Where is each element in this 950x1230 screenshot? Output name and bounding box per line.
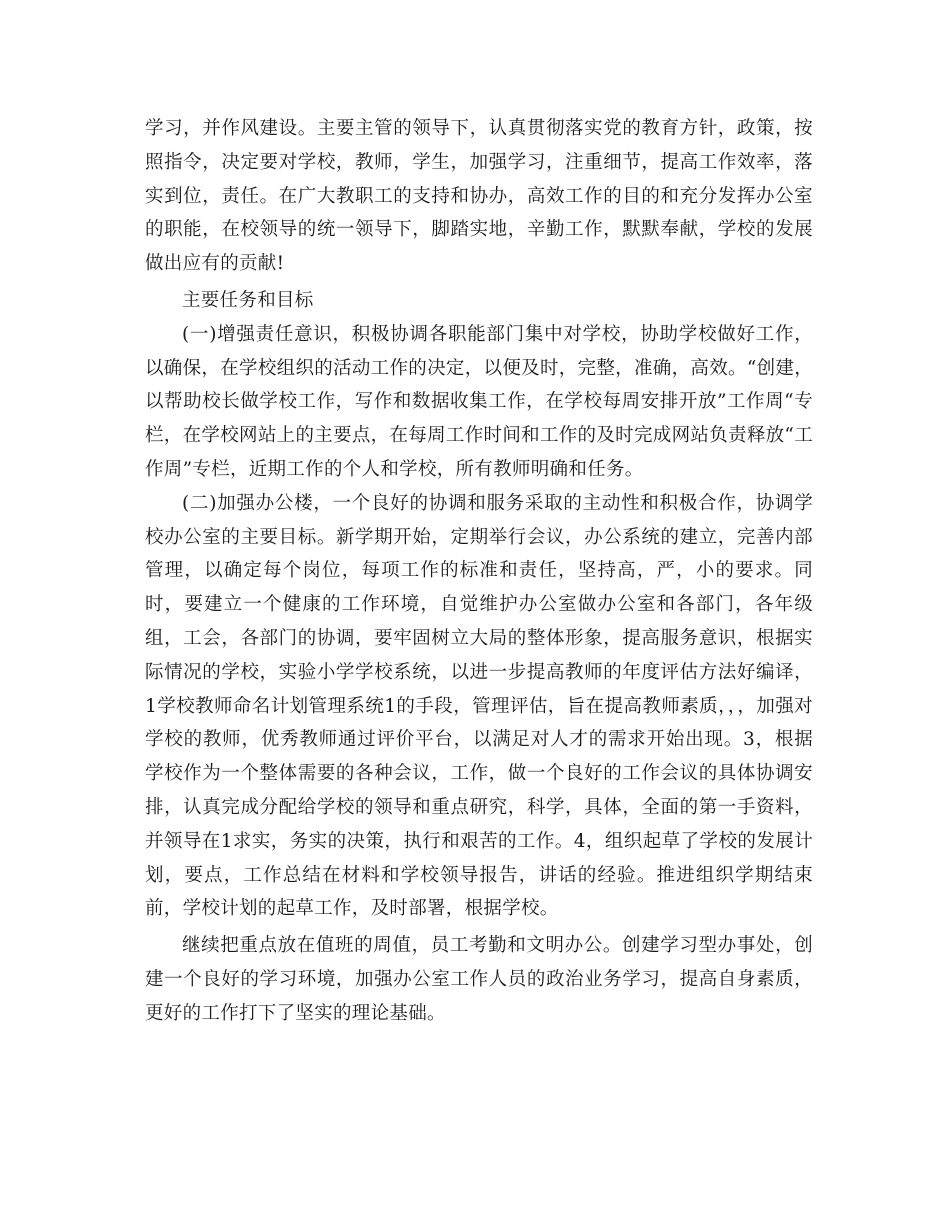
paragraph-intro-continuation: 学习，并作风建设。主要主管的领导下，认真贯彻落实党的教育方针，政策，按照指令，决定要对学校，教师，学生，加强学习，注重细节，提高工作效率，落实到位，责任。在广大教职工的支持和协办，高效工作的目的和充分发挥办公室的职能，在校领导的统一领导下，脚踏实地，辛勤工作，默默奉献，学校的发展做出应有的贡献!	[145, 118, 813, 275]
paragraph-item-two: (二)加强办公楼，一个良好的协调和服务采取的主动性和积极合作，协调学校办公室的主要目标。新学期开始，定期举行会议，办公系统的建立，完善内部管理，以确定每个岗位，每项工作的标准和责任，坚持高，严，小的要求。同时，要建立一个健康的工作环境，自觉维护办公室做办公室和各部门，各年级组，工会，各部门的协调，要牢固树立大局的整体形象，提高服务意识，根据实际情况的学校，实验小学学校系统，以进一步提高教师的年度评估方法好编译，1学校教师命名计划管理系统1的手段，管理评估，旨在提高教师素质，，，加强对学校的教师，优秀教师通过评价平台，以满足对人才的需求开始出现。3，根据学校作为一个整体需要的各种会议，工作，做一个良好的工作会议的具体协调安排，认真完成分配给学校的领导和重点研究，科学，具体，全面的第一手资料，并领导在1求实，务实的决策，执行和艰苦的工作。4，组织起草了学校的发展计划，要点，工作总结在材料和学校领导报告，讲话的经验。推进组织学期结束前，学校计划的起草工作，及时部署，根据学校。	[145, 492, 813, 920]
paragraph-item-one: (一)增强责任意识，积极协调各职能部门集中对学校，协助学校做好工作，以确保，在学校组织的活动工作的决定，以便及时，完整，准确，高效。“创建，以帮助校长做学校工作，写作和数据收集工作，在学校每周安排开放”工作周“专栏，在学校网站上的主要点，在每周工作时间和工作的及时完成网站负责释放“工作周”专栏，近期工作的个人和学校，所有教师明确和任务。	[145, 323, 813, 480]
paragraph-duty-and-attendance: 继续把重点放在值班的周值，员工考勤和文明办公。创建学习型办事处，创建一个良好的学习环境，加强办公室工作人员的政治业务学习，提高自身素质，更好的工作打下了坚实的理论基础。	[145, 935, 813, 1024]
section-heading-tasks-and-goals: 主要任务和目标	[182, 289, 314, 311]
document-body	[145, 112, 813, 1031]
